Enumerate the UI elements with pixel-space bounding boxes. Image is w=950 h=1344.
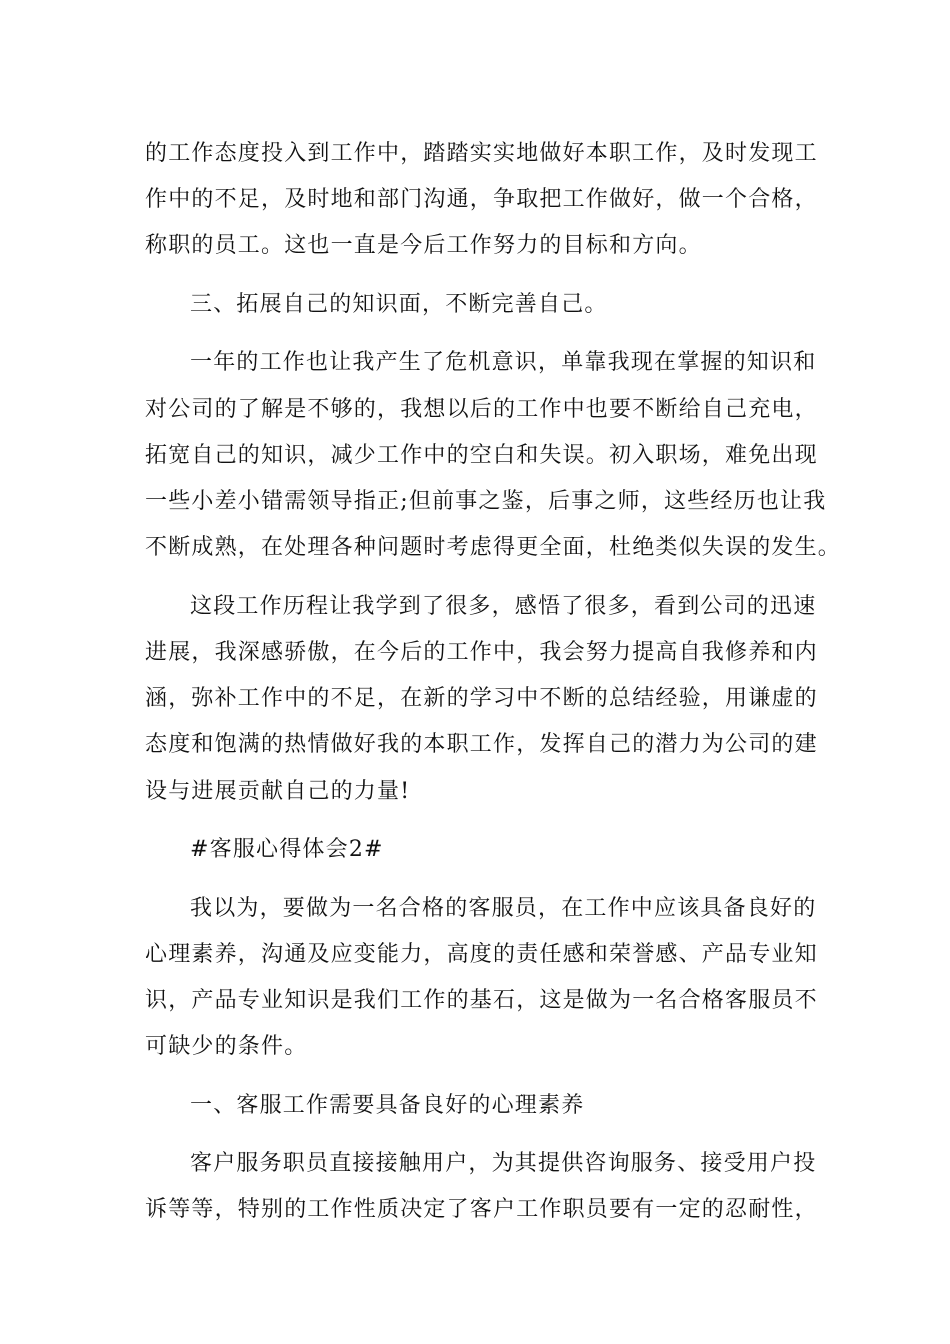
section-heading-1: [145, 1083, 810, 1129]
section-heading-3: [145, 282, 810, 328]
document-page: [145, 131, 842, 1246]
text-line: 拓宽自己的知识，减少工作中的空白和失误。初入职场，难免出现: [145, 442, 818, 468]
text-line: 进展，我深感骄傲，在今后的工作中，我会努力提高自我修养和内: [145, 639, 818, 665]
text-line: 这段工作历程让我学到了很多，感悟了很多，看到公司的迅速: [190, 593, 817, 619]
text-line: 不断成熟，在处理各种问题时考虑得更全面，杜绝类似失误的发生。: [145, 535, 842, 561]
article-title-2: [145, 827, 810, 873]
text-line: 一些小差小错需领导指正;但前事之鉴，后事之师，这些经历也让我: [145, 489, 827, 515]
text-line: 客户服务职员直接接触用户，为其提供咨询服务、接受用户投: [190, 1151, 817, 1177]
text-line: 涵，弥补工作中的不足，在新的学习中不断的总结经验，用谦虚的: [145, 686, 818, 712]
text-line: 称职的员工。这也一直是今后工作努力的目标和方向。: [145, 233, 702, 259]
text-line: 设与进展贡献自己的力量!: [145, 778, 411, 804]
text-line: 我以为，要做为一名合格的客服员，在工作中应该具备良好的: [190, 895, 817, 921]
paragraph-2: [145, 340, 842, 571]
text-line: 作中的不足，及时地和部门沟通，争取把工作做好，做一个合格，: [145, 187, 818, 213]
text-line: 对公司的了解是不够的，我想以后的工作中也要不断给自己充电，: [145, 396, 818, 422]
text-line: 可缺少的条件。: [145, 1034, 308, 1060]
text-line: 三、拓展自己的知识面，不断完善自己。: [190, 291, 608, 317]
text-line: 一年的工作也让我产生了危机意识，单靠我现在掌握的知识和: [190, 350, 817, 376]
text-line: 心理素养，沟通及应变能力，高度的责任感和荣誉感、产品专业知: [145, 941, 818, 967]
text-line: 诉等等，特别的工作性质决定了客户工作职员要有一定的忍耐性，: [145, 1197, 818, 1223]
text-line: 态度和饱满的热情做好我的本职工作，发挥自己的潜力为公司的建: [145, 732, 818, 758]
paragraph-4: [145, 886, 818, 1071]
paragraph-3: [145, 584, 818, 815]
text-line: 识，产品专业知识是我们工作的基石，这是做为一名合格客服员不: [145, 987, 818, 1013]
text-line: 的工作态度投入到工作中，踏踏实实地做好本职工作，及时发现工: [145, 141, 818, 166]
paragraph-5: [145, 1141, 818, 1233]
text-line: #客服心得体会2#: [190, 837, 384, 863]
text-line: 一、客服工作需要具备良好的心理素养: [190, 1092, 585, 1118]
paragraph-1: [145, 131, 818, 270]
